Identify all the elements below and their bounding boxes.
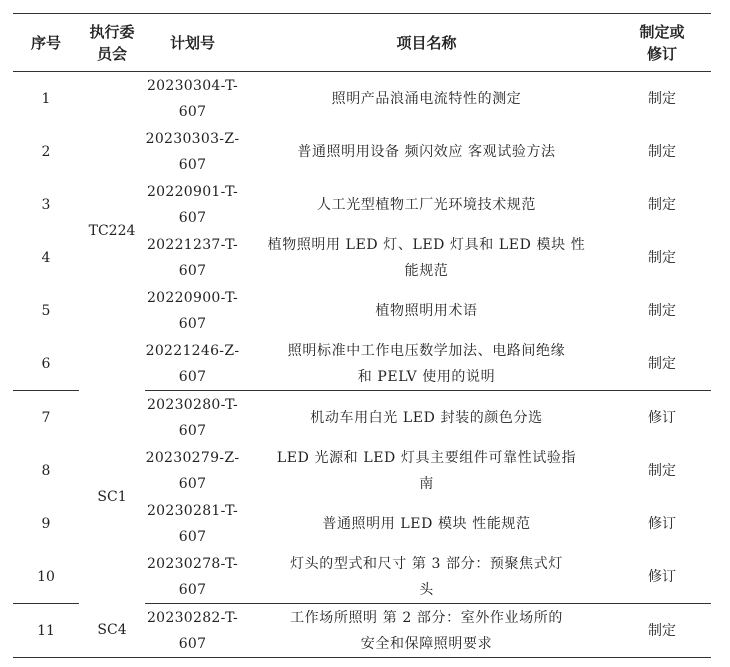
cell-project-name: 普通照明用设备 频闪效应 客观试验方法: [297, 143, 556, 160]
cell-seq: 11: [13, 604, 79, 658]
header-plan: 计划号: [145, 14, 240, 72]
cell-plan-number: 20220900-T- 607: [146, 289, 239, 332]
cell-project-name: 机动车用白光 LED 封装的颜色分选: [310, 409, 543, 426]
cell-committee: SC4: [79, 604, 145, 658]
cell-plan-number: 20230280-T- 607: [146, 396, 239, 439]
cell-plan-number: 20221246-Z- 607: [145, 337, 240, 391]
cell-plan-number: 20230282-T- 607: [145, 604, 240, 658]
cell-seq: 4: [41, 249, 51, 266]
cell-plan-number: 20230278-T- 607: [145, 550, 240, 604]
header-type: 制定或 修订: [613, 14, 711, 72]
cell-seq: 9: [41, 515, 51, 532]
standards-table: [13, 13, 711, 658]
cell-type: 制定: [648, 302, 676, 319]
cell-seq: 7: [41, 409, 51, 426]
cell-project-name: LED 光源和 LED 灯具主要组件可靠性试验指 南: [276, 449, 577, 492]
cell-project-name: 照明标准中工作电压数学加法、电路间绝缘 和 PELV 使用的说明: [240, 337, 613, 391]
cell-plan-number: 20220901-T- 607: [146, 183, 239, 226]
cell-type: 制定: [648, 90, 676, 107]
header-seq: 序号: [13, 14, 79, 72]
cell-type: 修订: [648, 409, 676, 426]
cell-seq: 1: [41, 90, 51, 107]
cell-plan-number: 20230304-T- 607: [146, 77, 239, 120]
cell-project-name: 照明产品浪涌电流特性的测定: [331, 90, 522, 107]
cell-committee: TC224: [88, 223, 136, 240]
cell-type: 制定: [613, 604, 711, 658]
cell-project-name: 植物照明用 LED 灯、LED 灯具和 LED 模块 性 能规范: [267, 236, 586, 279]
header-name: 项目名称: [240, 14, 613, 72]
cell-project-name: 灯头的型式和尺寸 第 3 部分：预聚焦式灯 头: [240, 550, 613, 604]
cell-type: 制定: [648, 196, 676, 213]
cell-seq: 8: [41, 462, 51, 479]
cell-plan-number: 20230303-Z- 607: [145, 130, 240, 173]
table-body: [13, 72, 711, 658]
cell-seq: 3: [41, 196, 51, 213]
cell-type: 制定: [648, 249, 676, 266]
cell-project-name: 普通照明用 LED 模块 性能规范: [322, 515, 531, 532]
cell-plan-number: 20230281-T- 607: [146, 502, 239, 545]
table-row: [13, 72, 711, 126]
cell-plan-number: 20230279-Z- 607: [145, 449, 240, 492]
cell-type: 修订: [648, 515, 676, 532]
table-row: [13, 604, 711, 658]
cell-seq: 2: [41, 143, 51, 160]
cell-type: 修订: [613, 550, 711, 604]
cell-plan-number: 20221237-T- 607: [146, 236, 239, 279]
header-committee: 执行委 员会: [79, 14, 145, 72]
cell-type: 制定: [648, 143, 676, 160]
cell-seq: 6: [13, 337, 79, 391]
cell-project-name: 人工光型植物工厂光环境技术规范: [317, 196, 536, 213]
cell-type: 制定: [648, 462, 676, 479]
cell-type: 制定: [613, 337, 711, 391]
cell-seq: 10: [13, 550, 79, 604]
header-row: [13, 14, 711, 72]
cell-seq: 5: [41, 302, 51, 319]
table-row: [13, 391, 711, 445]
cell-project-name: 植物照明用术语: [375, 302, 478, 319]
cell-project-name: 工作场所照明 第 2 部分：室外作业场所的 安全和保障照明要求: [240, 604, 613, 658]
cell-committee: SC1: [97, 489, 127, 505]
